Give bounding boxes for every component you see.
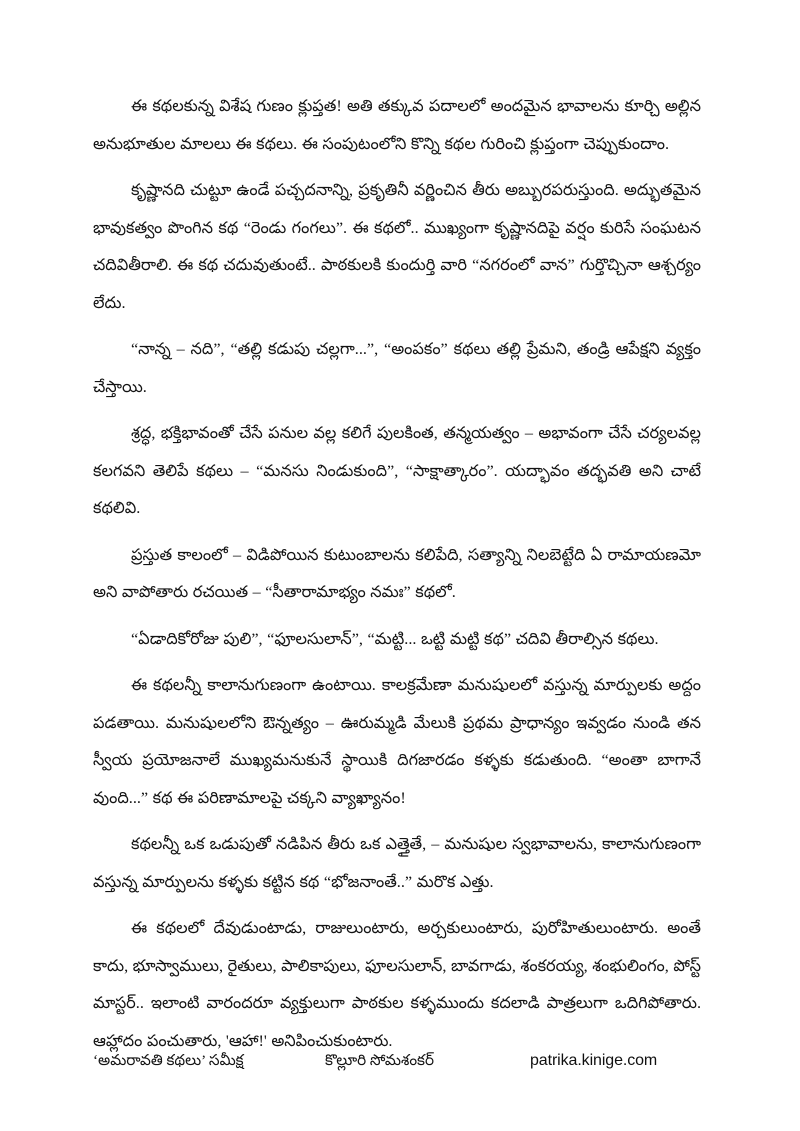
article-body (93, 88, 701, 1060)
paragraph: ప్రస్తుత కాలంలో – విడిపోయిన కుటుంబాలను కలిపేది, సత్యాన్ని నిలబెట్టేది ఏ రామాయణమో అని వాపోతారు రచయిత – “సీతారామాభ్యం నమః” కథలో. (93, 545, 701, 601)
paragraph: కృష్ణానది చుట్టూ ఉండే పచ్చదనాన్ని, ప్రకృతినీ వర్ణించిన తీరు అబ్బురపరుస్తుంది. అద్భుతమైన భావుకత్వం పొంగిన కథ “రెండు గంగలు”. ఈ కథలో.. ముఖ్యంగా కృష్ణానదిపై వర్షం కురిసే సంఘటన చదివితీరాలి. ఈ కథ చదువుతుంటే.. పాఠకులకి కుందుర్తి వారి “నగరంలో వాన” గుర్తొచ్చినా ఆశ్చర్యం లేదు. (93, 181, 701, 312)
paragraph: ఈ కథలలో దేవుడుంటాడు, రాజులుంటారు, అర్చకులుంటారు, పురోహితులుంటారు. అంతే కాదు, భూస్వాములు, రైతులు, పాలికాపులు, ఫూలసులాన్, బావగాడు, శంకరయ్య, శంభులింగం, పోస్ట్ మాస్టర్.. ఇలాంటి వారందరూ వ్యక్తులుగా పాఠకుల కళ్ళముందు కదలాడి పాత్రలుగా ఒదిగిపోతారు. ఆహ్లాదం పంచుతారు, 'ఆహా!' అనిపించుకుంటారు. (93, 919, 701, 1050)
paragraph: “నాన్న – నది”, “తల్లి కడుపు చల్లగా...”, “అంపకం” కథలు తల్లి ప్రేమని, తండ్రి ఆపేక్షని వ్యక్తం చేస్తాయి. (93, 340, 701, 396)
footer-review-title: ‘అమరావతి కథలు’ సమీక్ష (93, 1052, 244, 1069)
footer-website-url: patrika.kinige.com (530, 1052, 658, 1069)
paragraph: కథలన్నీ ఒక ఒడుపుతో నడిపిన తీరు ఒక ఎత్తైతే, – మనుషుల స్వభావాలను, కాలానుగుణంగా వస్తున్న మార్పులను కళ్ళకు కట్టిన కథ “భోజనాంతే..” మరొక ఎత్తు. (93, 835, 701, 891)
paragraph: శ్రద్ధ, భక్తిభావంతో చేసే పనుల వల్ల కలిగే పులకింత, తన్మయత్వం – అభావంగా చేసే చర్యలవల్ల కలగవని తెలిపే కథలు – “మనసు నిండుకుంది”, “సాక్షాత్కారం”. యద్భావం తద్భవతి అని చాటే కథలివి. (93, 424, 701, 517)
page-footer (93, 1050, 707, 1072)
paragraph: ఈ కథలన్నీ కాలానుగుణంగా ఉంటాయి. కాలక్రమేణా మనుషులలో వస్తున్న మార్పులకు అద్దం పడతాయి. మనుషులలోని ఔన్నత్యం – ఊరుమ్మడి మేలుకి ప్రథమ ప్రాధాన్యం ఇవ్వడం నుండి తన స్వీయ ప్రయోజనాలే ముఖ్యమనుకునే స్థాయికి దిగజారడం కళ్ళకు కడుతుంది. “అంతా బాగానే వుంది...” కథ ఈ పరిణామాలపై చక్కని వ్యాఖ్యానం! (93, 676, 701, 807)
paragraph: “ఏడాదికోరోజు పులి”, “ఫూలసులాన్”, “మట్టి... ఒట్టి మట్టి కథ” చదివి తీరాల్సిన కథలు. (131, 629, 659, 648)
paragraph: ఈ కథలకున్న విశేష గుణం క్లుప్తత! అతి తక్కువ పదాలలో అందమైన భావాలను కూర్చి అల్లిన అనుభూతుల మాలలు ఈ కథలు. ఈ సంపుటంలోని కొన్ని కథల గురించి క్లుప్తంగా చెప్పుకుందాం. (93, 97, 701, 153)
footer-author-name: కొల్లూరి సోమశంకర్ (325, 1052, 434, 1069)
